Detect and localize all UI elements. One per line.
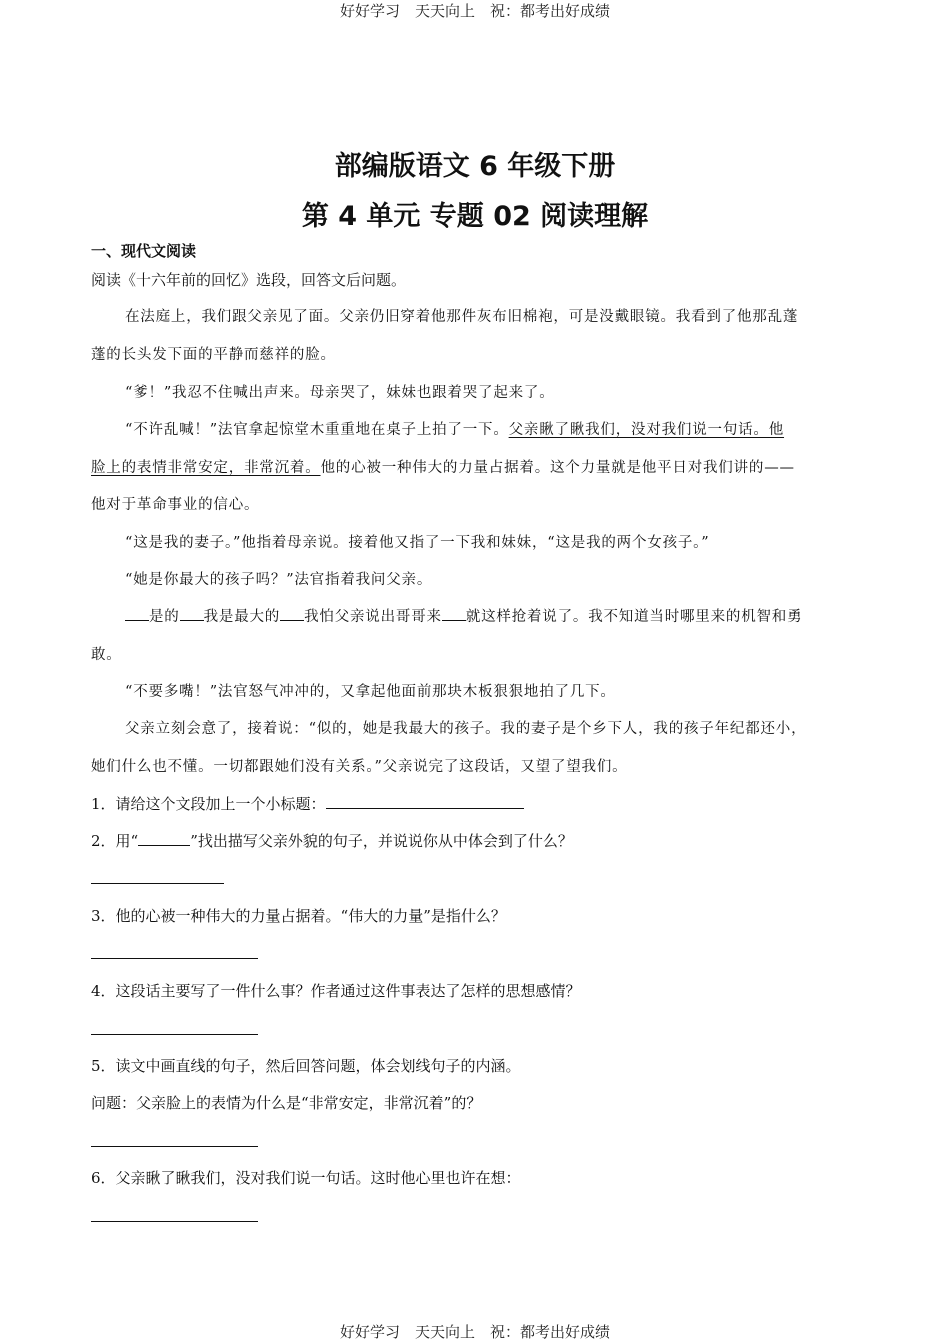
question-2-text-b: ”找出描写父亲外貌的句子，并说说你从中体会到了什么？ <box>190 832 573 850</box>
passage-p6-line1 <box>125 607 802 627</box>
passage-p7: “不要多嘴！”法官怒气冲冲的，又拿起他面前那块木板狠狠地拍了几下。 <box>125 684 616 700</box>
punctuation-blank[interactable] <box>442 619 466 621</box>
punctuation-blank[interactable] <box>180 619 204 621</box>
question-6-answer-line[interactable] <box>91 1221 258 1222</box>
passage-p6-seg-b: 我是最大的 <box>203 609 281 625</box>
punctuation-blank[interactable] <box>280 619 304 621</box>
passage-p6-seg-d: 就这样抢着说了。我不知道当时哪里来的机智和勇 <box>465 609 803 625</box>
passage-p3-line1 <box>125 420 784 440</box>
question-5-answer-line[interactable] <box>91 1146 258 1147</box>
question-2-answer-line[interactable] <box>91 883 224 884</box>
passage-p8-line1: 父亲立刻会意了，接着说：“似的，她是我最大的孩子。我的妻子是个乡下人，我的孩子年纪都还小， <box>125 721 807 737</box>
reading-intro: 阅读《十六年前的回忆》选段，回答文后问题。 <box>91 271 407 289</box>
passage-p1-line1: 在法庭上，我们跟父亲见了面。父亲仍旧穿着他那件灰布旧棉袍，可是没戴眼镜。我看到了他那乱蓬 <box>125 309 799 325</box>
passage-p3-line1-plain: “不许乱喊！”法官拿起惊堂木重重地在桌子上拍了一下。 <box>125 422 509 438</box>
passage-p5: “她是你最大的孩子吗？”法官指着我问父亲。 <box>125 572 433 588</box>
question-1 <box>91 794 524 814</box>
question-3-answer-line[interactable] <box>91 958 258 959</box>
punctuation-blank[interactable] <box>125 619 149 621</box>
passage-p8-line2: 她们什么也不懂。一切都跟她们没有关系。”父亲说完了这段话，又望了望我们。 <box>91 759 628 775</box>
passage-p4: “这是我的妻子。”他指着母亲说。接着他又指了一下我和妹妹，“这是我的两个女孩子。” <box>125 535 710 551</box>
question-6: 6．父亲瞅了瞅我们，没对我们说一句话。这时他心里也许在想： <box>91 1169 521 1187</box>
question-4: 4．这段话主要写了一件什么事？作者通过这件事表达了怎样的思想感情？ <box>91 982 581 1000</box>
passage-p6-line2: 敢。 <box>91 647 122 663</box>
page-header: 好好学习 天天向上 祝：都考出好成绩 <box>339 2 610 20</box>
question-2-mark-blank <box>138 844 190 846</box>
passage-p6-seg-a: 是的 <box>149 609 180 625</box>
question-4-answer-line[interactable] <box>91 1034 258 1035</box>
page-footer: 好好学习 天天向上 祝：都考出好成绩 <box>339 1323 610 1341</box>
question-5-sub: 问题：父亲脸上的表情为什么是“非常安定，非常沉着”的？ <box>91 1094 482 1112</box>
document-title: 部编版语文 6 年级下册 <box>334 151 616 182</box>
passage-p1-line2: 蓬的长头发下面的平静而慈祥的脸。 <box>91 347 336 363</box>
passage-p2: “爹！”我忍不住喊出声来。母亲哭了，妹妹也跟着哭了起来了。 <box>125 385 555 401</box>
underlined-sentence-part2: 脸上的表情非常安定，非常沉着。 <box>91 460 321 476</box>
question-3: 3．他的心被一种伟大的力量占据着。“伟大的力量”是指什么？ <box>91 907 506 925</box>
passage-p3-line3: 他对于革命事业的信心。 <box>91 497 260 513</box>
question-5: 5．读文中画直线的句子，然后回答问题，体会划线句子的内涵。 <box>91 1057 521 1075</box>
passage-p3-line2 <box>91 458 795 478</box>
question-2-text-a: 2．用“ <box>91 832 139 850</box>
question-1-text: 1．请给这个文段加上一个小标题： <box>91 795 326 813</box>
passage-p6-seg-c: 我怕父亲说出哥哥来 <box>304 609 442 625</box>
underlined-sentence-part1: 父亲瞅了瞅我们，没对我们说一句话。他 <box>508 422 785 438</box>
question-2 <box>91 831 573 851</box>
passage-p3-line2-plain: 他的心被一种伟大的力量占据着。这个力量就是他平日对我们讲的—— <box>320 460 795 476</box>
section-heading: 一、现代文阅读 <box>91 242 197 260</box>
question-1-answer-blank[interactable] <box>326 807 524 809</box>
document-subtitle: 第 4 单元 专题 02 阅读理解 <box>301 201 649 232</box>
